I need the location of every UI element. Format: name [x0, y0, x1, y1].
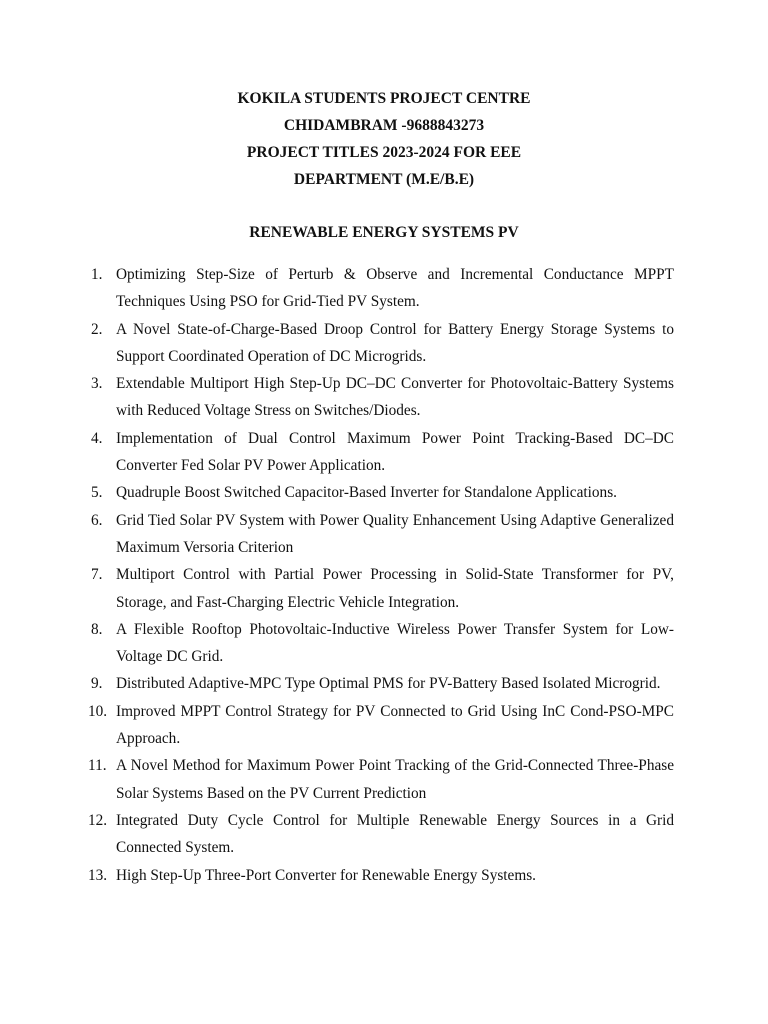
header-line-centre-name: KOKILA STUDENTS PROJECT CENTRE	[237, 90, 531, 107]
header-line-department: DEPARTMENT (M.E/B.E)	[293, 171, 475, 188]
item-title: Multiport Control with Partial Power Processing in Solid-State Transformer for PV, Storage, and Fast-Charging Electric Vehicle Integration.	[116, 566, 674, 611]
item-title: Quadruple Boost Switched Capacitor-Based Inverter for Standalone Applications.	[116, 484, 617, 502]
list-item	[88, 670, 674, 697]
list-item	[88, 316, 674, 371]
list-item	[88, 616, 674, 671]
item-number: 6.	[91, 511, 103, 529]
item-number: 13.	[88, 866, 108, 884]
header-line-project-titles: PROJECT TITLES 2023-2024 FOR EEE	[246, 144, 522, 161]
list-item	[88, 807, 674, 862]
item-title: A Flexible Rooftop Photovoltaic-Inductive Wireless Power Transfer System for Low-Voltage DC Grid.	[116, 620, 674, 666]
document-header	[0, 85, 768, 193]
item-title: High Step-Up Three-Port Converter for Renewable Energy Systems.	[116, 866, 537, 884]
item-title: A Novel Method for Maximum Power Point Tracking of the Grid-Connected Three-Phase Solar Systems Based on the PV Current Prediction	[116, 757, 674, 802]
list-item	[88, 698, 674, 753]
item-number: 12.	[88, 811, 108, 829]
item-number: 1.	[91, 266, 103, 283]
item-number: 5.	[91, 484, 103, 502]
list-item	[88, 507, 674, 562]
item-title: Implementation of Dual Control Maximum Power Point Tracking-Based DC–DC Converter Fed Solar PV Power Application.	[116, 429, 674, 475]
list-item	[88, 561, 674, 616]
list-item	[88, 479, 674, 506]
project-list	[88, 261, 674, 889]
item-title: Grid Tied Solar PV System with Power Quality Enhancement Using Adaptive Generalized Maximum Versoria Criterion	[116, 511, 674, 556]
item-title: Optimizing Step-Size of Perturb & Observe and Incremental Conductance MPPT Techniques Using PSO for Grid-Tied PV System.	[116, 266, 674, 311]
list-item	[88, 370, 674, 425]
item-number: 7.	[91, 566, 103, 584]
list-item	[88, 425, 674, 480]
item-title: A Novel State-of-Charge-Based Droop Control for Battery Energy Storage Systems to Support Coordinated Operation of DC Microgrids.	[116, 320, 674, 365]
item-title: Integrated Duty Cycle Control for Multiple Renewable Energy Sources in a Grid Connected System.	[116, 811, 674, 857]
item-number: 3.	[91, 375, 103, 393]
item-title: Improved MPPT Control Strategy for PV Connected to Grid Using InC Cond-PSO-MPC Approach.	[116, 702, 674, 748]
item-number: 4.	[91, 429, 103, 447]
item-number: 2.	[91, 320, 103, 338]
list-item	[88, 862, 674, 889]
item-number: 10.	[88, 702, 108, 720]
item-number: 8.	[91, 620, 103, 638]
item-number: 9.	[91, 675, 103, 693]
list-item	[88, 752, 674, 807]
item-number: 11.	[88, 757, 107, 775]
list-item	[88, 261, 674, 316]
item-title: Distributed Adaptive-MPC Type Optimal PMS for PV-Battery Based Isolated Microgrid.	[116, 675, 661, 693]
section-title: RENEWABLE ENERGY SYSTEMS PV	[249, 224, 519, 241]
item-title: Extendable Multiport High Step-Up DC–DC Converter for Photovoltaic-Battery Systems with Reduced Voltage Stress on Switches/Diodes.	[116, 375, 674, 420]
header-line-location-phone: CHIDAMBRAM -9688843273	[283, 117, 485, 134]
